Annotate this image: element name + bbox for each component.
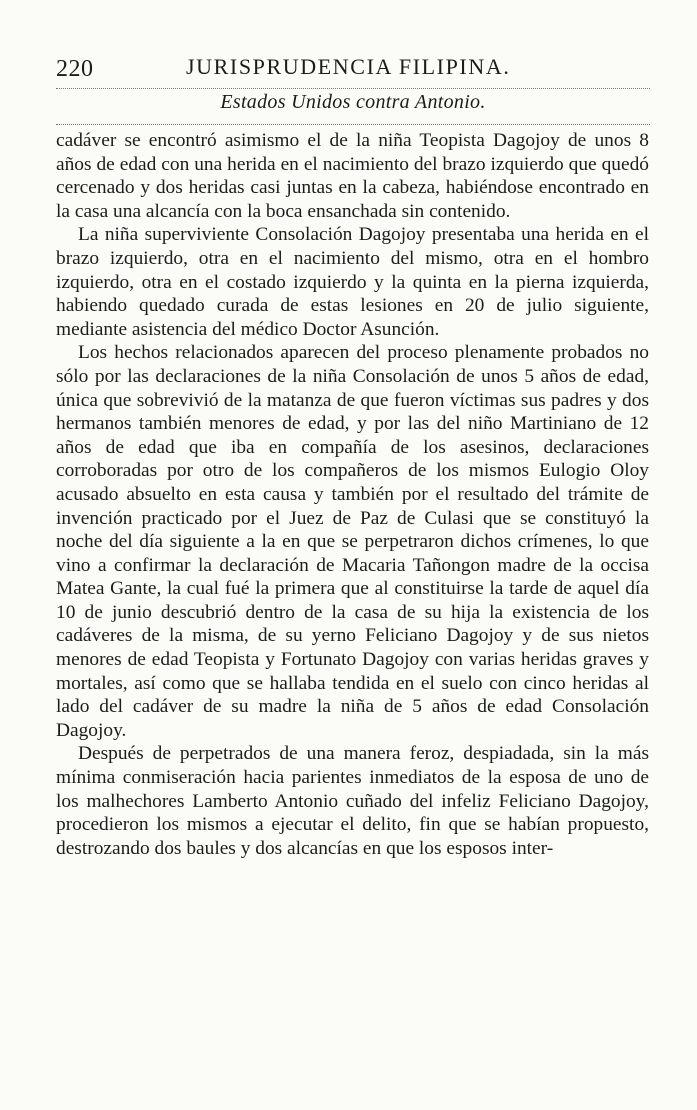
paragraph-continued: cadáver se encontró asimismo el de la niña Teopista Dagojoy de unos 8 años de edad con una herida en el nacimiento del brazo izquierdo que quedó cercenado y dos heridas casi juntas en la cabeza, habiéndose encontrado en la casa una alcancía con la boca ensanchada sin contenido.	[56, 130, 649, 222]
case-title: Estados Unidos contra Antonio.	[220, 91, 486, 113]
paragraph: Después de perpetrados de una manera feroz, despiadada, sin la más mínima conmiseración hacia parientes inmediatos de la esposa de uno de los malhechores Lamberto Antonio cuñado del infeliz Feliciano Dagojoy, procedieron los mismos a ejecutar el delito, fin que se habían propuesto, destrozando dos baules y dos alcancías en que los esposos inter-	[56, 743, 649, 859]
paragraph: La niña superviviente Consolación Dagojoy presentaba una herida en el brazo izquierdo, otra en el nacimiento del mismo, otra en el hombro izquierdo, otra en el costado izquierdo y la quinta en la pierna izquierda, habiendo quedado curada de estas lesiones en 20 de julio siguiente, mediante asistencia del médico Doctor Asunción.	[56, 224, 649, 340]
running-title: JURISPRUDENCIA FILIPINA.	[186, 54, 511, 79]
page-number: 220	[56, 56, 94, 82]
header-divider-bottom	[56, 124, 650, 125]
body-text	[56, 129, 649, 860]
paragraph: Los hechos relacionados aparecen del proceso plenamente probados no sólo por las declaraciones de la niña Consolación de unos 5 años de edad, única que sobrevivió de la matanza de que fueron víctimas sus padres y dos hermanos también menores de edad, y por las del niño Martiniano de 12 años de edad que iba en compañía de los asesinos, declaraciones corroboradas por otro de los compañeros de los mismos Eulogio Oloy acusado absuelto en esta causa y también por el resultado del trámite de invención practicado por el Juez de Paz de Culasi que se constituyó la noche del día siguiente a la en que se perpetraron dichos crímenes, lo que vino a confirmar la declaración de Macaria Tañongon madre de la occisa Matea Gante, la cual fué la primera que al constituirse la tarde de aquel día 10 de junio descubrió dentro de la casa de su hija la existencia de los cadáveres de la misma, de su yerno Feliciano Dagojoy y de sus nietos menores de edad Teopista y Fortunato Dagojoy con varias heridas graves y mortales, así como que se hallaba tendida en el suelo con cinco heridas al lado del cadáver de su madre la niña de 5 años de edad Consolación Dagojoy.	[56, 342, 649, 741]
header-divider-top	[56, 88, 650, 89]
page-header	[56, 50, 651, 84]
